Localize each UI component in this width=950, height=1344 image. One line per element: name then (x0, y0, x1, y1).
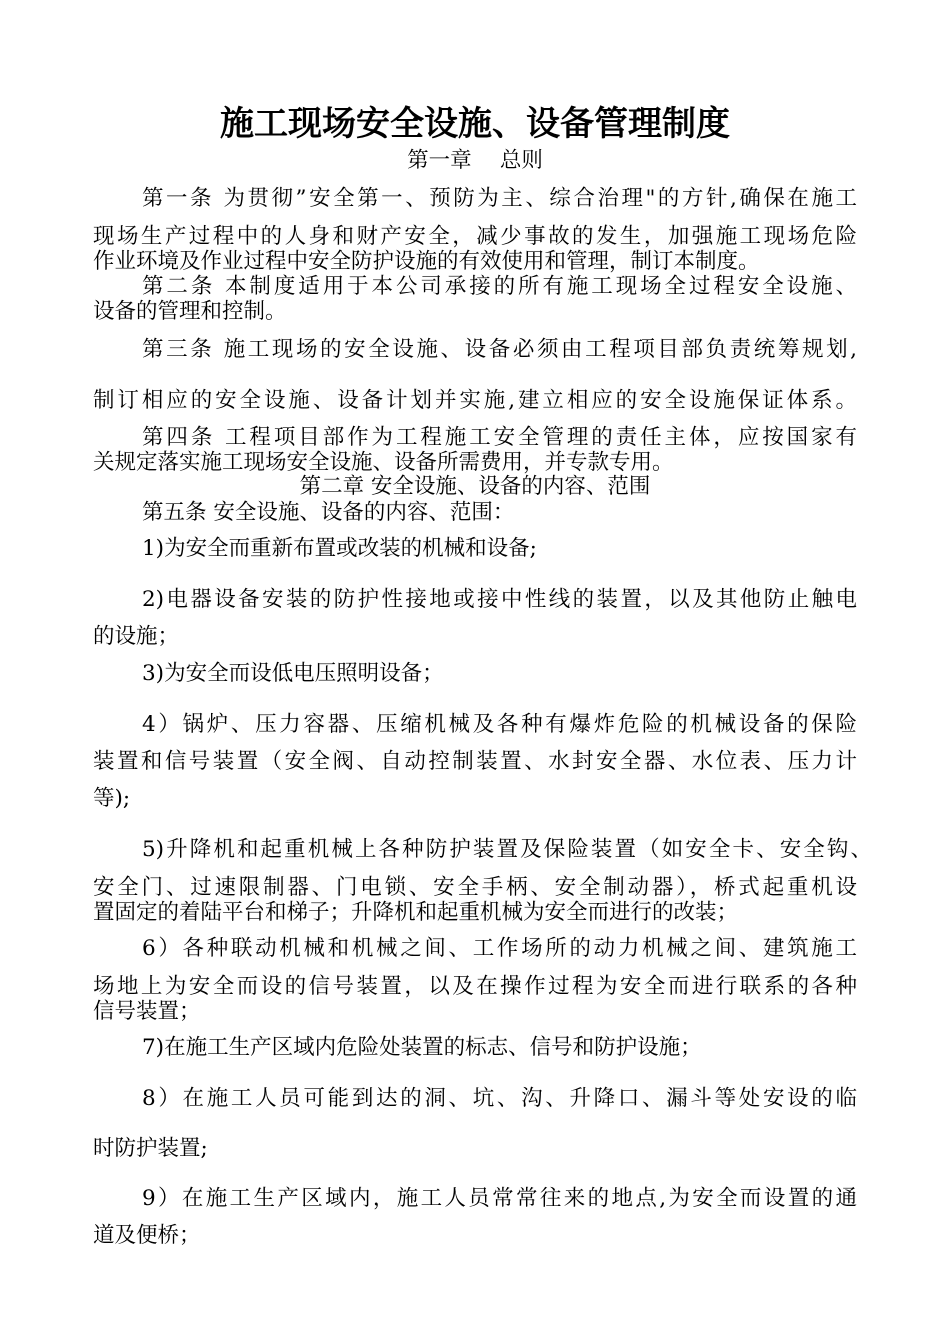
chapter-2-heading: 第二章 安全设施、设备的内容、范围 (299, 474, 651, 499)
paragraph-line: 第二条 本制度适用于本公司承接的所有施工现场全过程安全设施、 (142, 274, 857, 299)
list-item-line: 9）在施工生产区域内，施工人员常常往来的地点,为安全而设置的通 (142, 1186, 857, 1211)
paragraph-line: 设备的管理和控制。 (93, 299, 287, 324)
list-item-line: 安全门、过速限制器、门电锁、安全手柄、安全制动器），桥式起重机设 (93, 875, 857, 900)
paragraph-line: 第五条 安全设施、设备的内容、范围： (142, 500, 515, 525)
list-item-line: 3)为安全而设低电压照明设备； (142, 661, 444, 686)
paragraph-line: 制订相应的安全设施、设备计划并实施,建立相应的安全设施保证体系。 (93, 388, 857, 413)
list-item-line: 置固定的着陆平台和梯子；升降机和起重机械为安全而进行的改装； (93, 900, 739, 925)
list-item-line: 7)在施工生产区域内危险处装置的标志、信号和防护设施； (142, 1035, 702, 1060)
list-item-line: 的设施； (93, 624, 180, 649)
list-item-line: 6）各种联动机械和机械之间、工作场所的动力机械之间、建筑施工 (142, 936, 857, 961)
list-item-line: 1)为安全而重新布置或改装的机械和设备; (142, 536, 537, 561)
paragraph-line: 第四条 工程项目部作为工程施工安全管理的责任主体，应按国家有 (142, 425, 857, 450)
list-item-line: 信号装置； (93, 999, 201, 1024)
list-item-line: 场地上为安全而设的信号装置，以及在操作过程为安全而进行联系的各种 (93, 974, 857, 999)
list-item-line: 5)升降机和起重机械上各种防护装置及保险装置（如安全卡、安全钩、 (142, 837, 872, 862)
list-item-line: 装置和信号装置（安全阀、自动控制装置、水封安全器、水位表、压力计 (93, 749, 857, 774)
list-item-line: 等); (93, 786, 131, 811)
paragraph-line: 第一条 为贯彻”安全第一、预防为主、综合治理"的方针,确保在施工 (142, 186, 857, 211)
list-item-line: 8）在施工人员可能到达的洞、坑、沟、升降口、漏斗等处安设的临 (142, 1086, 857, 1111)
paragraph-line: 关规定落实施工现场安全设施、设备所需费用，并专款专用。 (93, 450, 674, 475)
document-title: 施工现场安全设施、设备管理制度 (220, 104, 730, 144)
paragraph-line: 第三条 施工现场的安全设施、设备必须由工程项目部负责统筹规划, (142, 337, 857, 362)
paragraph-line: 现场生产过程中的人身和财产安全，减少事故的发生，加强施工现场危险 (93, 224, 857, 249)
chapter-1-heading: 第一章 总则 (407, 148, 543, 173)
list-item-line: 时防护装置; (93, 1136, 208, 1161)
list-item-line: 4）锅炉、压力容器、压缩机械及各种有爆炸危险的机械设备的保险 (142, 712, 857, 737)
list-item-line: 2)电器设备安装的防护性接地或接中性线的装置，以及其他防止触电 (142, 587, 857, 612)
list-item-line: 道及便桥； (93, 1223, 201, 1248)
paragraph-line: 作业环境及作业过程中安全防护设施的有效使用和管理，制订本制度。 (93, 249, 760, 274)
